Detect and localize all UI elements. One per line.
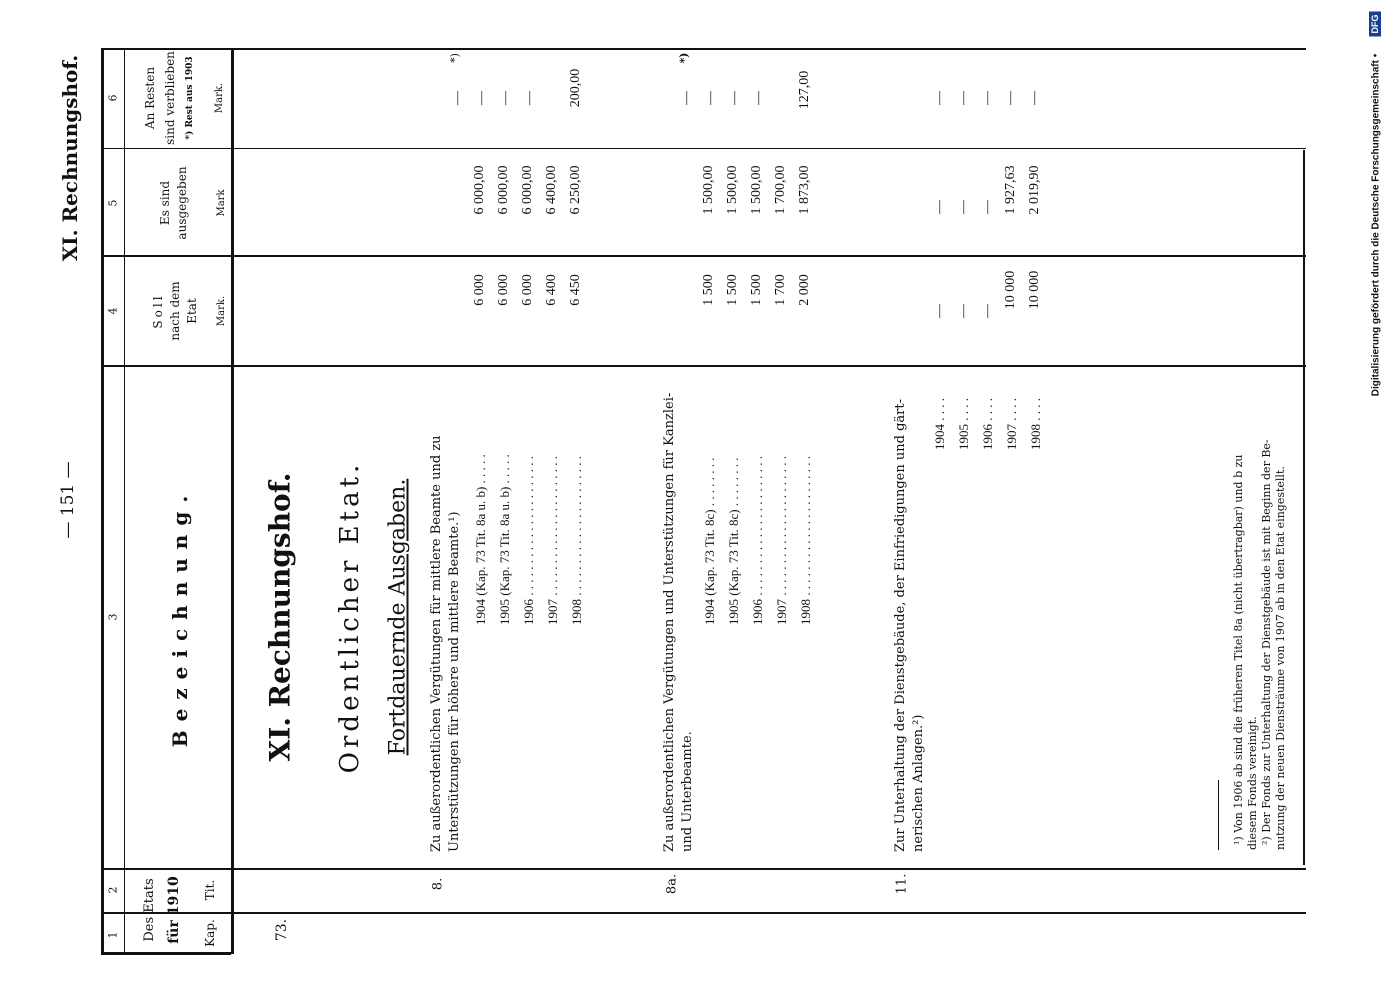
reste-value: —	[980, 91, 995, 105]
reste-value: —	[498, 91, 513, 105]
entry-tit: 11.	[894, 873, 910, 895]
reste-value: —	[679, 91, 694, 105]
reste-value: —	[474, 91, 489, 105]
year-row: 1905 (Kap. 73 Tit. 8a u. b) . . . . .	[497, 454, 512, 625]
year-row: 1905 . . . .	[956, 398, 971, 450]
reste-value: —	[956, 91, 971, 105]
footnote-line: ¹) Von 1906 ab sind die früheren Titel 8a (nicht übertragbar) und b zu	[1232, 454, 1245, 845]
soll-value: 1 500	[749, 274, 764, 306]
running-head: XI. Rechnungshof.	[58, 54, 82, 262]
section-subtitle: Ordentlicher Etat.	[335, 460, 365, 774]
soll-value: 6 000	[496, 274, 511, 306]
entry-tit: 8.	[430, 877, 446, 891]
section-title: XI. Rechnungshof.	[263, 472, 297, 762]
entry-description: und Unterbeamte.	[680, 731, 695, 852]
page-number: — 151 —	[58, 461, 78, 539]
ausgegeben-value: —	[932, 200, 947, 214]
reste-value: —	[932, 91, 947, 105]
ausgegeben-value: 6 000,00	[472, 165, 487, 215]
year-row: 1906 . . . .	[980, 398, 995, 450]
ausgegeben-value: 6 400,00	[544, 165, 559, 215]
soll-value: —	[956, 304, 971, 318]
entry-description: Zur Unterhaltung der Dienstgebäude, der Einfriedigungen und gärt-	[893, 399, 908, 852]
ausgegeben-value: 1 927,63	[1003, 165, 1018, 215]
ausgegeben-value: 6 000,00	[520, 165, 535, 215]
soll-value: 2 000	[797, 274, 812, 306]
footnote-line: nutzung der neuen Diensträume von 1907 ab in den Etat eingestellt.	[1274, 466, 1287, 850]
ausgegeben-value: —	[980, 200, 995, 214]
reste-value: —	[1027, 91, 1042, 105]
entry-description: Zu außerordentlichen Vergütungen und Unterstützungen für Kanzlei-	[662, 392, 677, 852]
soll-value: 10 000	[1003, 270, 1018, 310]
soll-value: 6 000	[472, 274, 487, 306]
reste-value: 200,00	[568, 68, 583, 108]
year-row: 1907 . . . .	[1004, 398, 1019, 450]
year-row: 1906 . . . . . . . . . . . . . . . . . . . . . .	[521, 456, 536, 625]
entry-tit: 8a.	[664, 873, 680, 895]
year-row: 1907 . . . . . . . . . . . . . . . . . . . . . .	[774, 456, 789, 625]
year-row: 1905 (Kap. 73 Tit. 8c) . . . . . . . .	[726, 457, 741, 625]
reste-value: —	[1003, 91, 1018, 105]
reste-value: —	[522, 91, 537, 105]
year-row: 1907 . . . . . . . . . . . . . . . . . . . . . .	[545, 456, 560, 625]
section-kap: 73.	[274, 918, 290, 942]
reste-value: —	[727, 91, 742, 105]
soll-value: 1 500	[701, 274, 716, 306]
entry-description: nerischen Anlagen.²)	[911, 714, 926, 852]
year-row: 1904 . . . .	[932, 398, 947, 450]
col-number-2: 2	[106, 886, 120, 894]
soll-value: 10 000	[1027, 270, 1042, 310]
soll-value: 1 700	[773, 274, 788, 306]
ausgegeben-value: 1 500,00	[749, 165, 764, 215]
dfg-logo: DFG	[1369, 12, 1381, 37]
soll-value: 6 400	[544, 274, 559, 306]
ausgegeben-value: 1 700,00	[773, 165, 788, 215]
col-number-3: 3	[106, 613, 120, 621]
star-note: *)	[677, 52, 691, 64]
header-col3-bezeichnung: Bezeichnung.	[168, 486, 192, 748]
year-row: 1906 . . . . . . . . . . . . . . . . . . . . . .	[750, 456, 765, 625]
ausgegeben-value: —	[956, 200, 971, 214]
soll-value: 6 450	[568, 274, 583, 306]
ausgegeben-value: 1 873,00	[797, 165, 812, 215]
year-row: 1908 . . . . . . . . . . . . . . . . . . . . . .	[569, 456, 584, 625]
star-note: *)	[448, 53, 462, 63]
ausgegeben-value: 1 500,00	[701, 165, 716, 215]
col-number-1: 1	[106, 931, 120, 939]
ausgegeben-value: 1 500,00	[725, 165, 740, 215]
col-number-5: 5	[106, 199, 120, 207]
year-row: 1908 . . . .	[1028, 398, 1043, 450]
section-heading: Fortdauernde Ausgaben.	[385, 478, 411, 756]
footnote-line: diesem Fonds vereinigt.	[1246, 716, 1259, 850]
reste-value: —	[450, 91, 465, 105]
ausgegeben-value: 6 250,00	[568, 165, 583, 215]
col-number-6: 6	[106, 94, 120, 102]
footnote-line: ²) Der Fonds zur Unterhaltung der Dienstgebäude ist mit Beginn der Be-	[1260, 439, 1273, 845]
col-number-4: 4	[106, 307, 120, 315]
ausgegeben-value: 6 000,00	[496, 165, 511, 215]
reste-value: 127,00	[797, 70, 812, 110]
entry-description: Zu außerordentlichen Vergütungen für mittlere Beamte und zu	[429, 435, 444, 852]
reste-value: —	[703, 91, 718, 105]
soll-value: 1 500	[725, 274, 740, 306]
reste-value: —	[751, 91, 766, 105]
ausgegeben-value: 2 019,90	[1027, 165, 1042, 215]
soll-value: 6 000	[520, 274, 535, 306]
year-row: 1904 (Kap. 73 Tit. 8c) . . . . . . . .	[702, 457, 717, 625]
soll-value: —	[980, 304, 995, 318]
soll-value: —	[932, 304, 947, 318]
dfg-credit: Digitalisierung gefördert durch die Deutsche Forschungsgemeinschaft •	[1370, 53, 1382, 397]
year-row: 1904 (Kap. 73 Tit. 8a u. b) . . . . .	[473, 454, 488, 625]
entry-description: Unterstützungen für höhere und mittlere Beamte.¹)	[447, 511, 462, 852]
year-row: 1908 . . . . . . . . . . . . . . . . . . . . . .	[798, 456, 813, 625]
